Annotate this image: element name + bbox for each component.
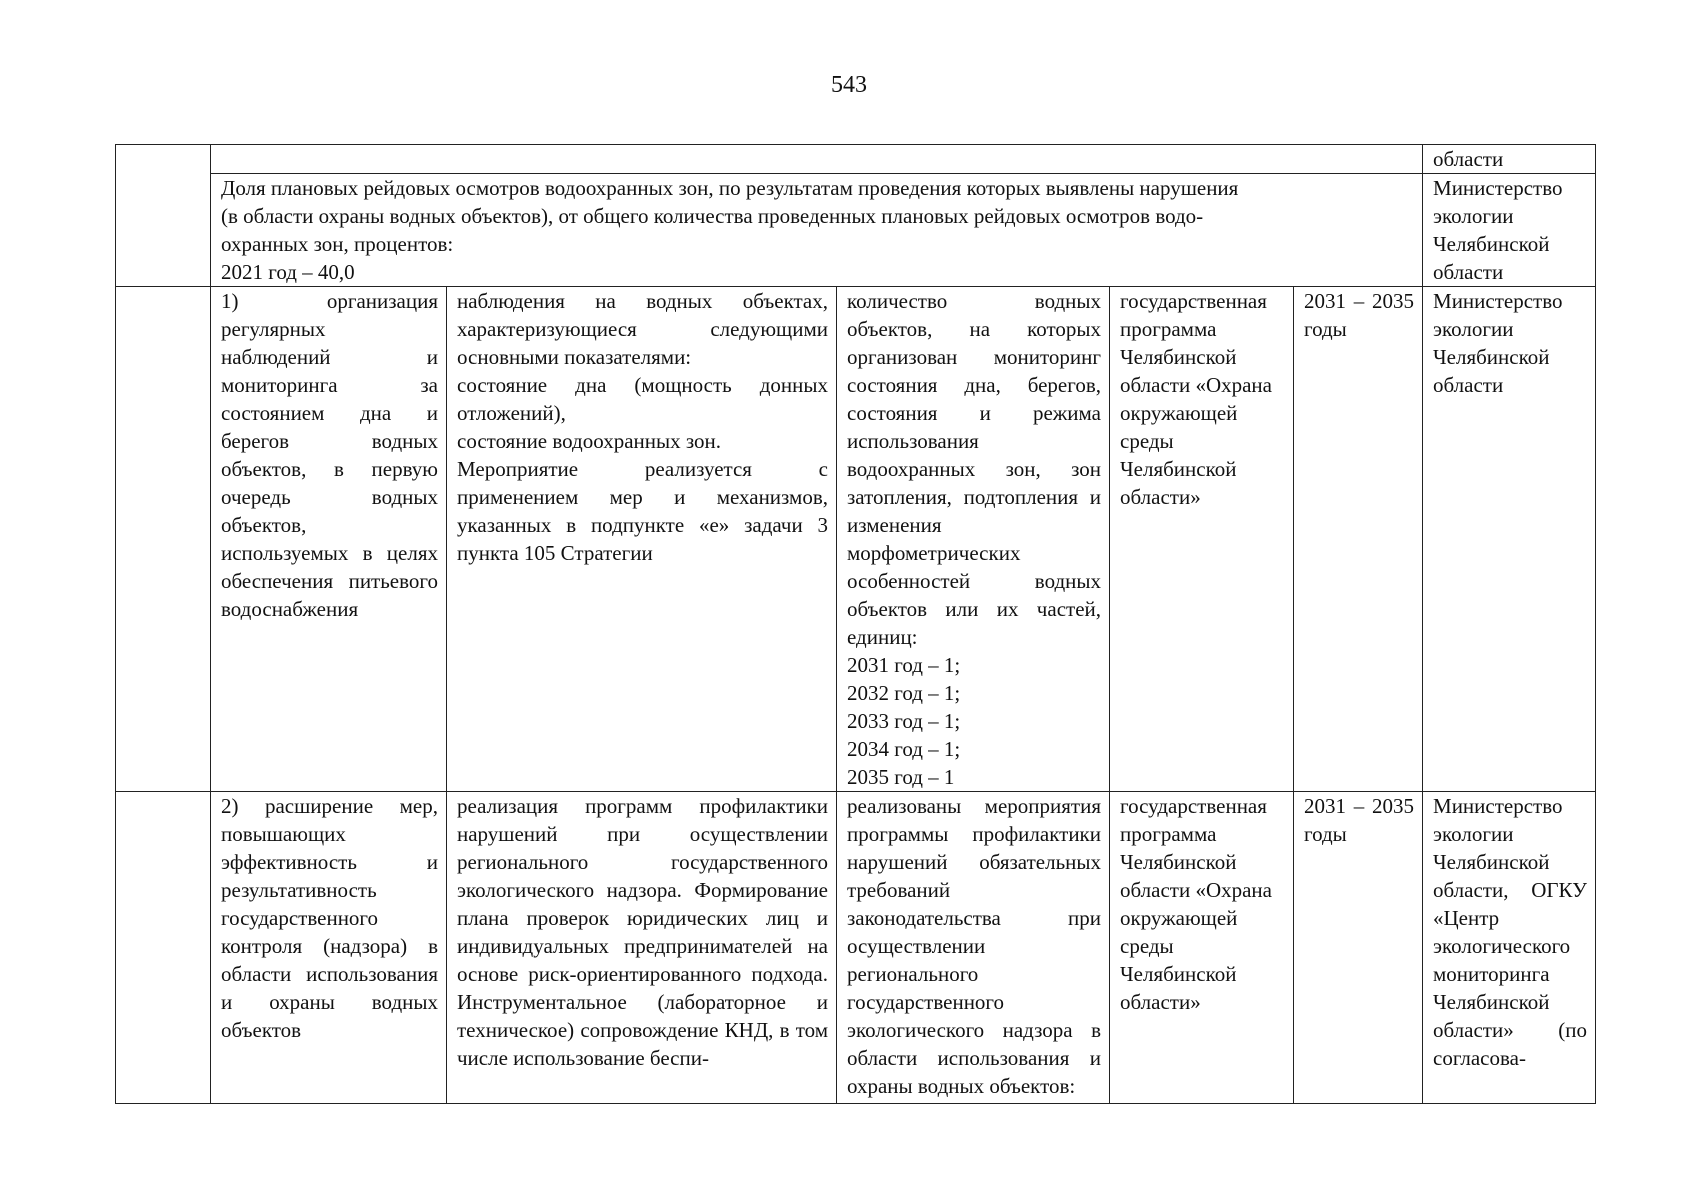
responsible-cell: Министерство экологии Челябинской области [1423, 287, 1596, 792]
responsible-cell: области [1423, 145, 1596, 174]
period-cell: 2031 – 2035 годы [1294, 792, 1423, 1104]
indicator-line-1: Доля плановых рейдовых осмотров водоохранных зон, по результатам проведения которых выявлены нарушения [221, 176, 1239, 200]
program-cell: государственная программа Челябинской области «Охрана окружающей среды Челябинской области» [1110, 792, 1294, 1104]
measures-cell [447, 287, 837, 792]
measure-line: наблюдения на водных объектах, характеризующиеся следующими основными показателями: [457, 289, 828, 369]
measure-line: Мероприятие реализуется с применением мер и механизмов, указанных в подпункте «е» задачи 3 пункта 105 Стратегии [457, 457, 828, 565]
target-indicator-text: количество водных объектов, на которых организован мониторинг состояния дна, берегов, состояния и режима использования водоохранных зон, зон затопления, подтопления и изменения морфометрических особенностей водных объектов или их частей, единиц: [847, 289, 1101, 649]
target-indicator-cell [837, 287, 1110, 792]
empty-cell [211, 145, 1423, 174]
measures-cell: реализация программ профилактики нарушений при осуществлении регионального государственного экологического надзора. Формирование плана проверок юридических лиц и индивидуальных предпринимателей на основе риск-ориентированного подхода. Инструментальное (лабораторное и техническое) сопровождение КНД, в том числе использование беспи- [447, 792, 837, 1104]
indicator-cell [211, 174, 1423, 287]
indicator-line-3: охранных зон, процентов: [221, 232, 454, 256]
task-cell: 1) организация регулярных наблюдений и мониторинга за состоянием дна и берегов водных объектов, в первую очередь водных объектов, используемых в целях обеспечения питьевого водоснабжения [211, 287, 447, 792]
number-cell [116, 145, 211, 287]
measure-line: состояние водоохранных зон. [457, 429, 722, 453]
number-cell [116, 792, 211, 1104]
responsible-cell: Министерство экологии Челябинской области, ОГКУ «Центр экологического мониторинга Челябинской области» (по согласова- [1423, 792, 1596, 1104]
target-value: 2031 год – 1; [847, 653, 961, 677]
number-cell [116, 287, 211, 792]
target-value: 2032 год – 1; [847, 681, 961, 705]
table-row [116, 792, 1596, 1104]
responsible-cell: Министерство экологии Челябинской области [1423, 174, 1596, 287]
target-value: 2035 год – 1 [847, 765, 955, 789]
table-row [116, 287, 1596, 792]
indicator-value: 2021 год – 40,0 [221, 260, 355, 284]
table-row-continuation [116, 145, 1596, 174]
target-value: 2034 год – 1; [847, 737, 961, 761]
table-row-indicator [116, 174, 1596, 287]
measure-line: состояние дна (мощность донных отложений), [457, 373, 828, 425]
program-cell: государственная программа Челябинской области «Охрана окружающей среды Челябинской области» [1110, 287, 1294, 792]
indicator-line-2: (в области охраны водных объектов), от общего количества проведенных плановых рейдовых осмотров водо- [221, 204, 1204, 228]
period-cell: 2031 – 2035 годы [1294, 287, 1423, 792]
page-number: 543 [831, 72, 867, 98]
task-cell: 2) расширение мер, повышающих эффективность и результативность государственного контроля (надзора) в области использования и охраны водных объектов [211, 792, 447, 1104]
target-indicator-cell: реализованы мероприятия программы профилактики нарушений обязательных требований законодательства при осуществлении регионального государственного экологического надзора в области использования и охраны водных объектов: [837, 792, 1110, 1104]
target-value: 2033 год – 1; [847, 709, 961, 733]
strategy-table [115, 144, 1596, 1104]
